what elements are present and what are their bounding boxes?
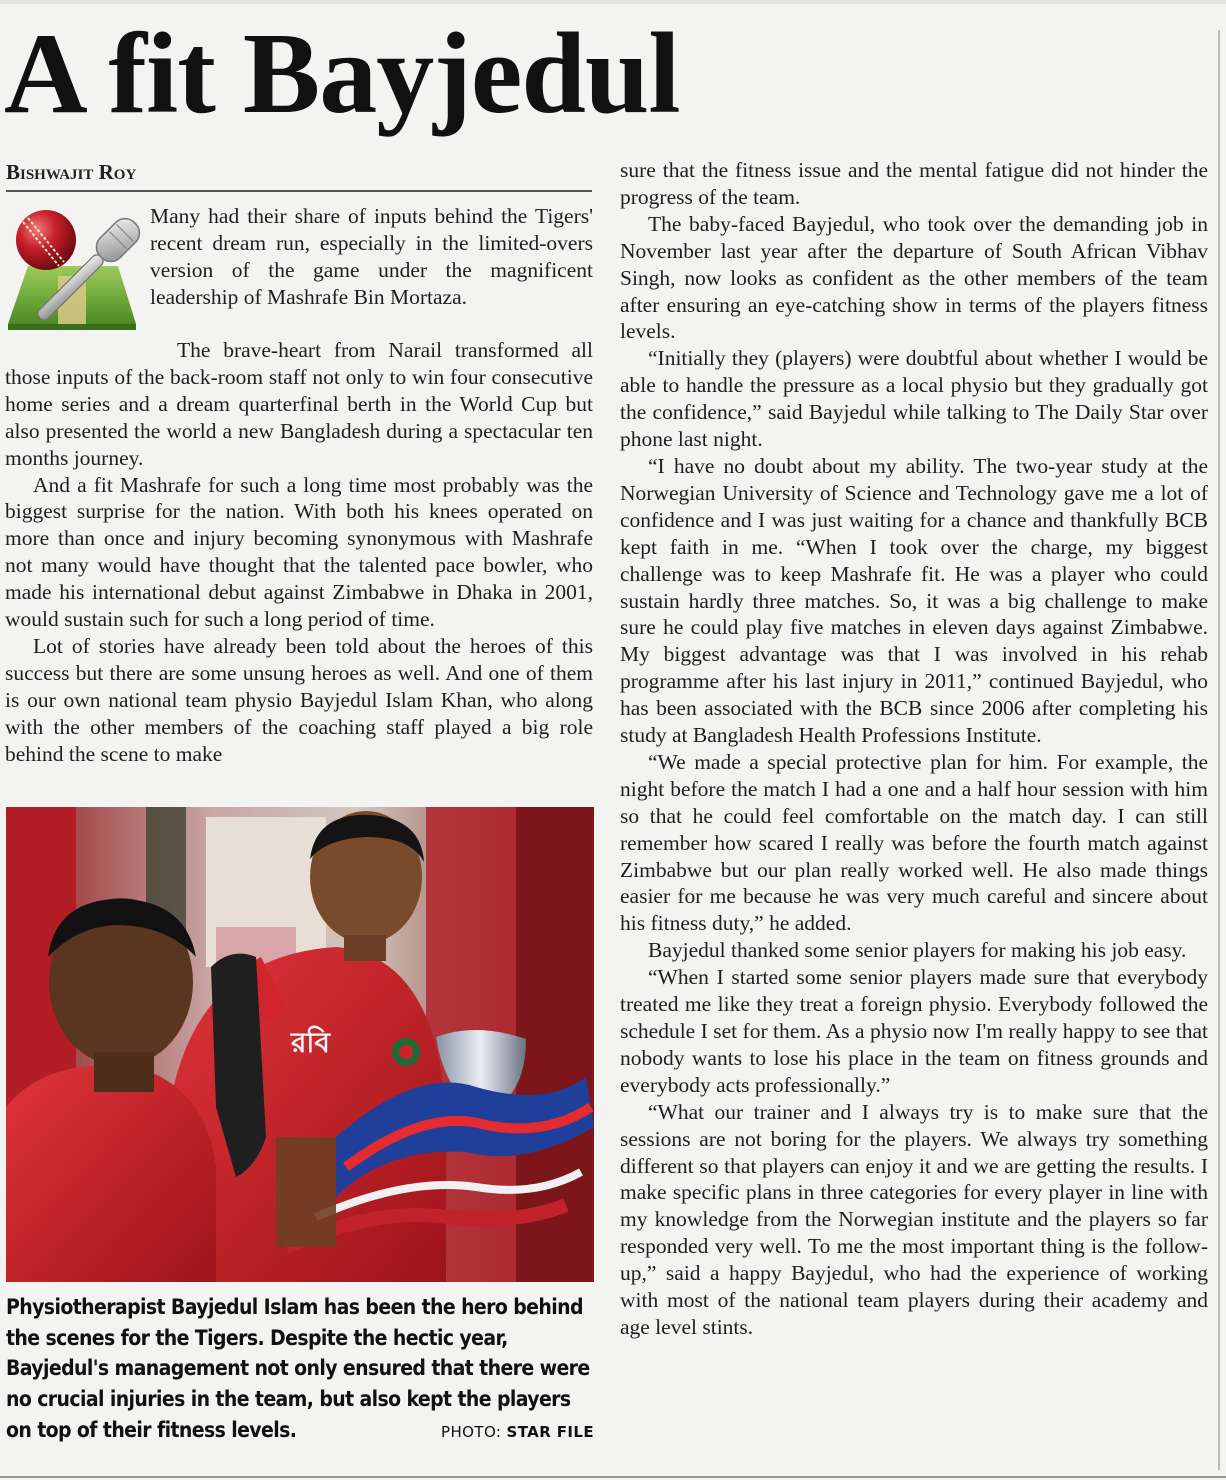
page-right-edge	[1218, 30, 1220, 1470]
credit-source: STAR FILE	[506, 1422, 594, 1441]
byline	[6, 160, 592, 192]
cricket-ball-microphone-icon	[6, 206, 142, 336]
paragraph: Bayjedul thanked some senior players for making his job easy.	[648, 938, 1187, 963]
paragraph: “When I started some senior players made sure that everybody treated me like they treat a foreign physio. Everybody followed the schedule I set for them. As a physio now I'm really happy to see that nobody wants to lose his place in the team on fitness grounds and everybody acts professionally.”	[620, 965, 1208, 1097]
photo-caption	[6, 1292, 594, 1448]
photo-credit	[441, 1417, 594, 1448]
intro-paragraph: Many had their share of inputs behind the Tigers' recent dream run, especially in the limited-overs version of the game under the magnificent leadership of Mashrafe Bin Mortaza.	[150, 204, 593, 309]
paragraph: “I have no doubt about my ability. The two-year study at the Norwegian University of Science and Technology gave me a lot of confidence and I was just waiting for a chance and thankfully BCB kept faith in me. “When I took over the charge, my biggest challenge was to keep Mashrafe fit. He was a player who could sustain hardly three matches. So, it was a big challenge to make sure he could play five matches in eleven days against Zimbabwe. My biggest advantage was that I was involved in his rehab programme after his last injury in 2011,” continued Bayjedul, who has been associated with the BCB since 2006 after completing his study at Bangladesh Health Professions Institute.	[620, 453, 1208, 748]
caption-text: Physiotherapist Bayjedul Islam has been the hero behind the scenes for the Tigers. Despite the hectic year, Bayjedul's management not only ensured that there were no crucial injuries in the team, but also kept the players on top of their fitness levels.	[6, 1295, 590, 1442]
paragraph: The brave-heart from Narail transformed all those inputs of the back-room staff not only to win four consecutive home series and a dream quarterfinal berth in the World Cup but also presented the world a new Bangladesh during a spectacular ten months journey.	[5, 338, 593, 470]
page-top-edge	[0, 0, 1226, 4]
right-column	[620, 157, 1208, 1341]
byline-text: Bishwajit Roy	[6, 160, 137, 184]
paragraph: “Initially they (players) were doubtful about whether I would be able to handle the pressure as a local physio but they gradually got the confidence,” said Bayjedul while talking to The Daily Star over phone last night.	[620, 346, 1208, 452]
page-bottom-edge	[0, 1476, 1226, 1478]
jersey-text: রবি	[291, 1026, 330, 1059]
paragraph: And a fit Mashrafe for such a long time most probably was the biggest surprise for the nation. With both his knees operated on more than once and injury becoming synonymous with Mashrafe not many would have thought that the talented pace bowler, who made his international debut against Zimbabwe in Dhaka in 2001, would sustain such for such a long period of time.	[5, 472, 593, 632]
paragraph: sure that the fitness issue and the mental fatigue did not hinder the progress of the team.	[620, 158, 1208, 209]
credit-prefix: PHOTO:	[441, 1422, 502, 1441]
paragraph: “What our trainer and I always try is to make sure that the sessions are not boring for the players. We always try something different so that players can enjoy it and we are getting the results. I make specific plans in three categories for every player in line with my knowledge from the Norwegian institute and the players so far responded very well. To me the most important thing is the follow-up,” said a happy Bayjedul, who had the experience of working with most of the national team players during their academy and age level stints.	[620, 1099, 1208, 1339]
left-column	[5, 337, 593, 768]
paragraph: Lot of stories have already been told about the heroes of this success but there are some unsung heroes as well. And one of them is our own national team physio Bayjedul Islam Khan, who along with the other members of the coaching staff played a big role behind the scene to make	[5, 633, 593, 766]
intro-column	[150, 203, 593, 311]
paragraph: “We made a special protective plan for him. For example, the night before the match I had a one and a half hour session with him so that he could feel comfortable on the match day. I can still remember how scared I really was before the fourth match against Zimbabwe but our plan really worked well. He also made things easier for me because he was very much careful and sincere about his fitness duty,” he added.	[620, 749, 1208, 936]
news-photo	[6, 807, 594, 1282]
headline: A fit Bayjedul	[4, 10, 680, 138]
paragraph: The baby-faced Bayjedul, who took over the demanding job in November last year after the departure of South African Vibhav Singh, now looks as confident as the other members of the team after ensuring an eye-catching show in terms of the players fitness levels.	[620, 211, 1208, 344]
